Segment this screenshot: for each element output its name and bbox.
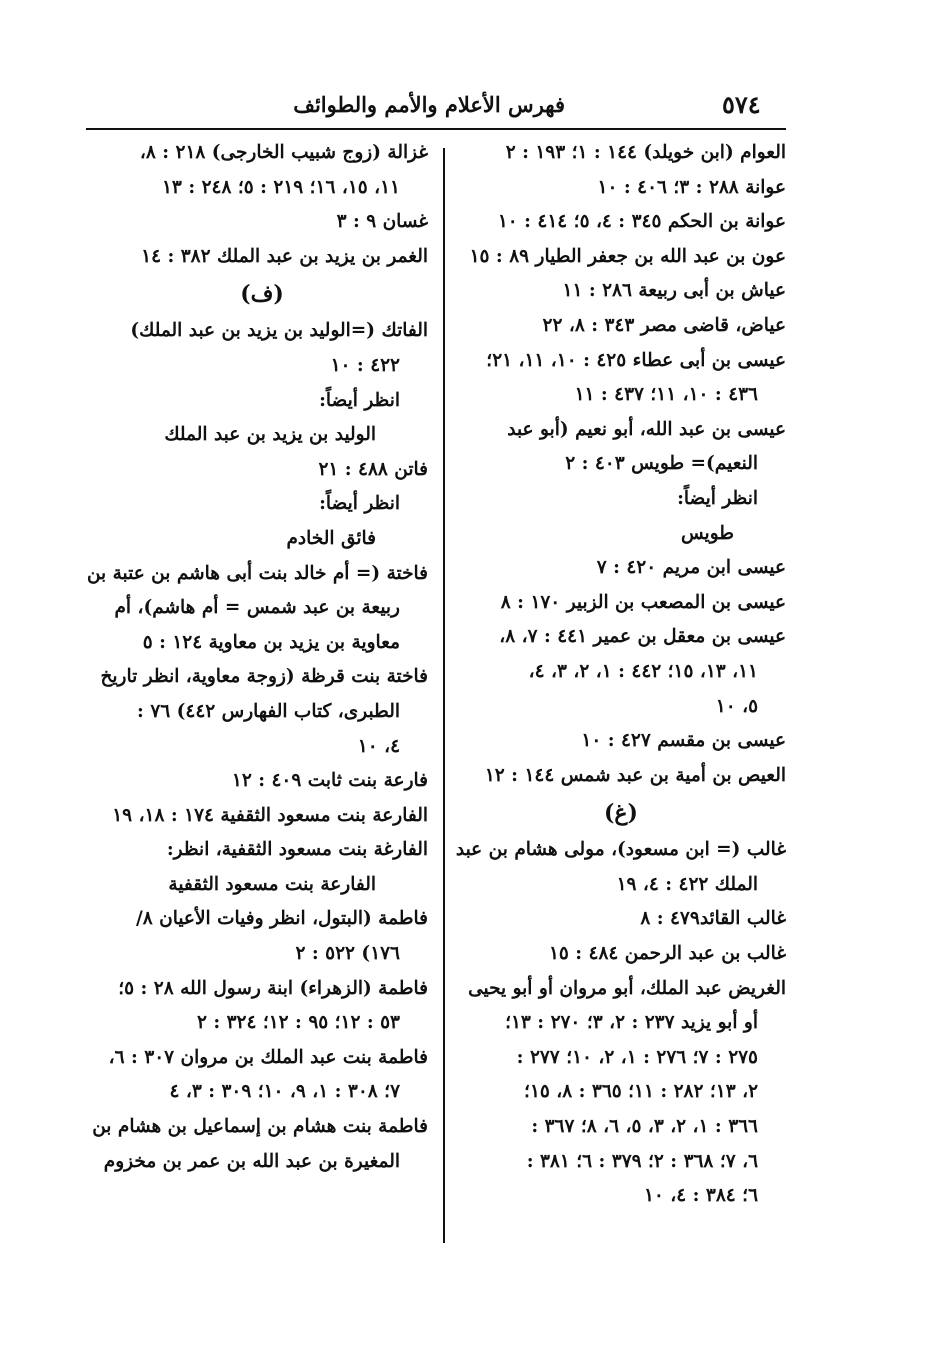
index-entry-line: انظر أيضاً: <box>319 493 400 515</box>
index-entry-line: العوام (ابن خويلد) ١٤٤ : ١؛ ١٩٣ : ٢ <box>505 142 786 163</box>
index-entry-line: فاطمة (الزهراء) ابنة رسول الله ٢٨ : ٥؛ <box>118 977 428 999</box>
index-entry-line: ٦، ٧؛ ٣٦٨ : ٢؛ ٣٧٩ : ٦؛ ٣٨١ : <box>526 1150 758 1172</box>
section-letter-heading: (غ) <box>604 800 638 827</box>
index-entry-line: فاطمة (البتول، انظر وفيات الأعيان ٨/ <box>135 908 428 930</box>
index-entry-line: الطبرى، كتاب الفهارس ٤٤٢) ٧٦ : <box>137 700 400 722</box>
index-entry-line: الوليد بن يزيد بن عبد الملك <box>164 424 376 446</box>
index-entry-line: العيص بن أمية بن عبد شمس ١٤٤ : ١٢ <box>484 764 786 786</box>
index-entry-line: ٦؛ ٣٨٤ : ٤، ١٠ <box>643 1185 758 1207</box>
index-entry-line: الفارعة بنت مسعود الثقفية <box>168 873 376 895</box>
index-entry-line: ٢٧٥ : ٧؛ ٢٧٦ : ١، ٢، ١٠؛ ٢٧٧ : <box>516 1046 758 1068</box>
index-entry-line: ٧؛ ٣٠٨ : ١، ٩، ١٠؛ ٣٠٩ : ٣، ٤ <box>169 1081 400 1103</box>
index-entry-line: الفارغة بنت مسعود الثقفية، انظر: <box>166 839 428 861</box>
index-entry-line: ٢، ١٣؛ ٢٨٢ : ١١؛ ٣٦٥ : ٨، ١٥؛ <box>524 1081 758 1103</box>
page-title: فهرس الأعلام والأمم والطوائف <box>293 92 565 117</box>
index-entry-line: أو أبو يزيد ٢٣٧ : ٢، ٣؛ ٢٧٠ : ١٣؛ <box>505 1012 758 1034</box>
index-entry-line: ١٧٦) ٥٢٢ : ٢ <box>295 943 400 965</box>
index-entry-line: انظر أيضاً: <box>319 389 400 411</box>
index-entry-line: عيسى بن عبد الله، أبو نعيم (أبو عبد <box>507 418 786 440</box>
index-entry-line: غالب بن عبد الرحمن ٤٨٤ : ١٥ <box>548 943 786 965</box>
index-entry-line: الفارعة بنت مسعود الثقفية ١٧٤ : ١٨، ١٩ <box>112 804 428 826</box>
index-entry-line: فاختة بنت قرظة (زوجة معاوية، انظر تاريخ <box>100 666 428 688</box>
index-entry-line: الملك ٤٢٢ : ٤، ١٩ <box>616 873 758 895</box>
index-entry-line: غالب (= ابن مسعود)، مولى هشام بن عبد <box>455 839 786 861</box>
index-entry-line: عوانة بن الحكم ٣٤٥ : ٤، ٥؛ ٤١٤ : ١٠ <box>497 211 786 233</box>
index-entry-line: المغيرة بن عبد الله بن عمر بن مخزوم <box>103 1150 400 1172</box>
index-entry-line: فاطمة بنت عبد الملك بن مروان ٣٠٧ : ٦، <box>108 1046 428 1068</box>
index-entry-line: فاتن ٤٨٨ : ٢١ <box>318 458 428 480</box>
index-entry-line: عيسى ابن مريم ٤٢٠ : ٧ <box>596 557 786 579</box>
index-column-left <box>86 136 428 1179</box>
section-letter-heading: (ف) <box>240 281 284 308</box>
index-entry-line: ٤٣٦ : ١٠، ١١؛ ٤٣٧ : ١١ <box>574 384 758 406</box>
index-entry-line: ٤، ١٠ <box>357 735 400 757</box>
index-entry-line: غسان ٩ : ٣ <box>336 211 428 233</box>
index-entry-line: غالب القائد٤٧٩ : ٨ <box>640 908 786 930</box>
index-entry-line: معاوية بن يزيد بن معاوية ١٢٤ : ٥ <box>142 631 400 653</box>
page-number: ٥٧٤ <box>722 90 761 119</box>
index-entry-line: عيسى بن مقسم ٤٢٧ : ١٠ <box>581 730 786 752</box>
index-entry-line: ربيعة بن عبد شمس = أم هاشم)، أم <box>114 597 400 619</box>
index-entry-line: عون بن عبد الله بن جعفر الطيار ٨٩ : ١٥ <box>469 245 786 267</box>
header-rule <box>86 128 786 130</box>
column-divider <box>443 148 445 1243</box>
index-entry-line: فائق الخادم <box>286 527 376 549</box>
index-entry-line: فاختة (= أم خالد بنت أبى هاشم بن عتبة بن <box>86 562 428 584</box>
index-entry-line: عوانة ٢٨٨ : ٣؛ ٤٠٦ : ١٠ <box>597 176 786 198</box>
index-entry-line: طويس <box>680 522 734 544</box>
index-entry-line: ٣٦٦ : ١، ٢، ٣، ٥، ٦، ٨؛ ٣٦٧ : <box>531 1116 758 1138</box>
index-entry-line: ٥، ١٠ <box>715 695 758 717</box>
index-entry-line: الغمر بن يزيد بن عبد الملك ٣٨٢ : ١٤ <box>141 245 428 267</box>
index-entry-line: فارعة بنت ثابت ٤٠٩ : ١٢ <box>231 770 428 792</box>
index-entry-line: غزالة (زوج شبيب الخارجى) ٢١٨ : ٨، <box>139 142 428 163</box>
index-entry-line: ١١، ١٥، ١٦؛ ٢١٩ : ٥؛ ٢٤٨ : ١٣ <box>162 176 400 198</box>
index-column-right <box>456 136 786 1214</box>
index-entry-line: الفاتك (=الوليد بن يزيد بن عبد الملك) <box>130 320 428 342</box>
index-entry-line: انظر أيضاً: <box>677 487 758 509</box>
index-entry-line: النعيم)= طويس ٤٠٣ : ٢ <box>565 453 758 475</box>
index-entry-line: عيسى بن أبى عطاء ٤٢٥ : ١٠، ١١، ٢١؛ <box>486 349 786 371</box>
index-entry-line: فاطمة بنت هشام بن إسماعيل بن هشام بن <box>92 1116 428 1138</box>
index-entry-line: عيسى بن المصعب بن الزبير ١٧٠ : ٨ <box>500 591 786 613</box>
index-entry-line: الغريض عبد الملك، أبو مروان أو أبو يحيى <box>468 977 786 999</box>
index-entry-line: عياش بن أبى ربيعة ٢٨٦ : ١١ <box>562 280 786 302</box>
index-entry-line: عيسى بن معقل بن عمير ٤٤١ : ٧، ٨، <box>499 626 786 648</box>
index-entry-line: ٥٣ : ١٢؛ ٩٥ : ١٢؛ ٣٢٤ : ٢ <box>196 1012 400 1034</box>
index-entry-line: ١١، ١٣، ١٥؛ ٤٤٢ : ١، ٢، ٣، ٤، <box>528 660 758 682</box>
index-entry-line: ٤٢٢ : ١٠ <box>330 354 400 376</box>
index-entry-line: عياض، قاضى مصر ٣٤٣ : ٨، ٢٢ <box>542 314 786 336</box>
